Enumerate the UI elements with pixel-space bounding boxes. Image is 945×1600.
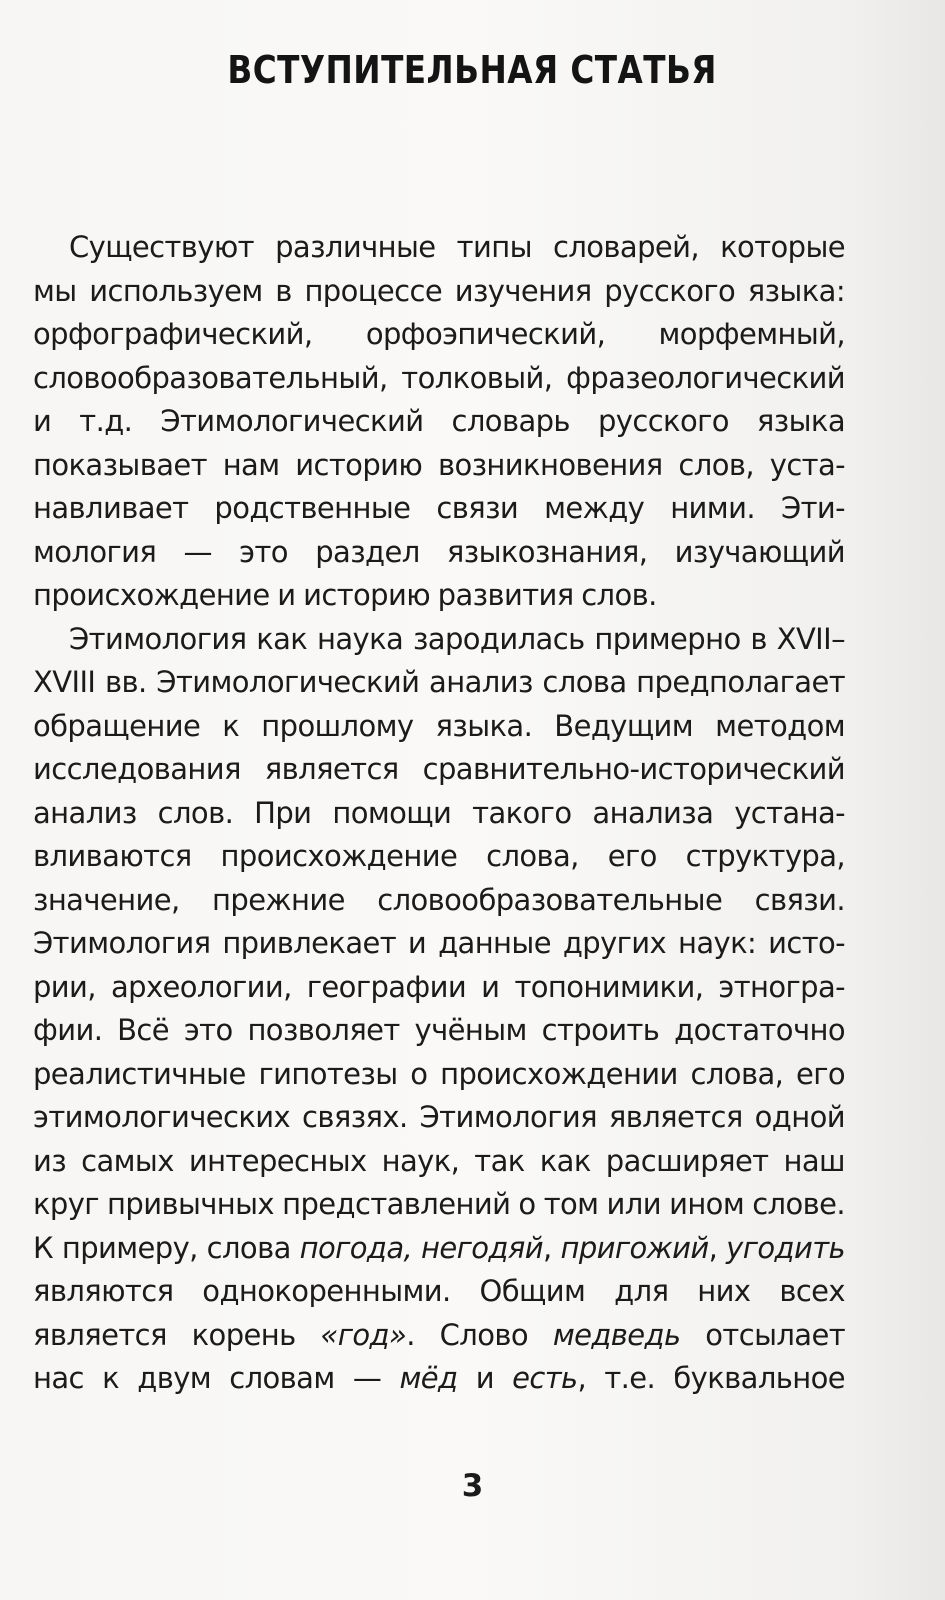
- text-run: ,: [542, 1230, 561, 1265]
- text-run: , т.е. буквальное: [577, 1361, 845, 1395]
- bleed-through-shade: [845, 0, 945, 1600]
- text-line-23: круг привычных представлений о том или ином слове.: [33, 1187, 845, 1221]
- text-line-20: реалистичные гипотезы о происхождении слова, его: [33, 1056, 845, 1091]
- italic-word: мёд: [399, 1361, 458, 1395]
- text-lines: [33, 226, 845, 1227]
- text-line-14: анализ слов. При помощи такого анализа устана-: [33, 795, 845, 830]
- text-line-9: происхождение и историю развития слов.: [33, 578, 657, 612]
- text-line-13: исследования является сравнительно-исторический: [33, 752, 845, 786]
- text-line-7: навливает родственные связи между ними. Эти-: [33, 491, 845, 525]
- text-line-27: [33, 1357, 845, 1401]
- text-line-10: Этимология как наука зародилась примерно в XVII–: [69, 621, 845, 656]
- text-line-12: обращение к прошлому языка. Ведущим методом: [33, 708, 845, 743]
- body-text: [33, 226, 845, 1401]
- text-line-2: мы используем в процессе изучения русского языка:: [33, 273, 845, 308]
- text-line-8: мология — это раздел языкознания, изучающий: [33, 534, 845, 569]
- text-line-11: XVIII вв. Этимологический анализ слова предполагает: [33, 665, 845, 699]
- text-line-3: орфографический, орфоэпический, морфемный,: [33, 317, 845, 351]
- text-line-6: показывает нам историю возникновения слов, уста-: [33, 447, 845, 482]
- italic-word: «год»: [320, 1317, 407, 1352]
- italic-word: пригожий: [560, 1230, 709, 1265]
- text-line-26: [33, 1314, 845, 1358]
- text-line-24: [33, 1227, 845, 1271]
- text-line-18: рии, археологии, географии и топонимики, этногра-: [33, 969, 845, 1004]
- text-run: отсылает: [680, 1317, 846, 1352]
- italic-word: погода, негодяй: [299, 1230, 543, 1265]
- page-title: ВСТУПИТЕЛЬНАЯ СТАТЬЯ: [227, 48, 717, 92]
- text-line-4: словообразовательный, толковый, фразеологический: [33, 360, 845, 395]
- text-run: ,: [708, 1230, 727, 1265]
- text-line-16: значение, прежние словообразовательные связи.: [33, 882, 845, 917]
- text-run: нас к двум словам —: [33, 1361, 400, 1395]
- italic-word: есть: [512, 1361, 578, 1395]
- text-run: . Слово: [406, 1317, 553, 1352]
- italic-word: медведь: [552, 1317, 681, 1352]
- text-line-1: Существуют различные типы словарей, которые: [69, 230, 845, 264]
- text-run: К примеру, слова: [33, 1230, 300, 1265]
- text-run: является корень: [33, 1317, 321, 1352]
- text-line-5: и т.д. Этимологический словарь русского языка: [33, 404, 845, 438]
- text-line-15: вливаются происхождение слова, его структура,: [33, 839, 845, 873]
- text-line-25: являются однокоренными. Общим для них всех: [33, 1274, 845, 1308]
- italic-word: угодить: [726, 1230, 845, 1265]
- page-number: 3: [461, 1468, 484, 1504]
- text-line-19: фии. Всё это позволяет учёным строить достаточно: [33, 1013, 845, 1047]
- text-line-22: из самых интересных наук, так как расширяет наш: [33, 1143, 845, 1178]
- text-line-17: Этимология привлекает и данные других наук: исто-: [33, 926, 845, 960]
- text-run: и: [457, 1361, 513, 1395]
- text-line-21: этимологических связях. Этимология является одной: [33, 1100, 845, 1134]
